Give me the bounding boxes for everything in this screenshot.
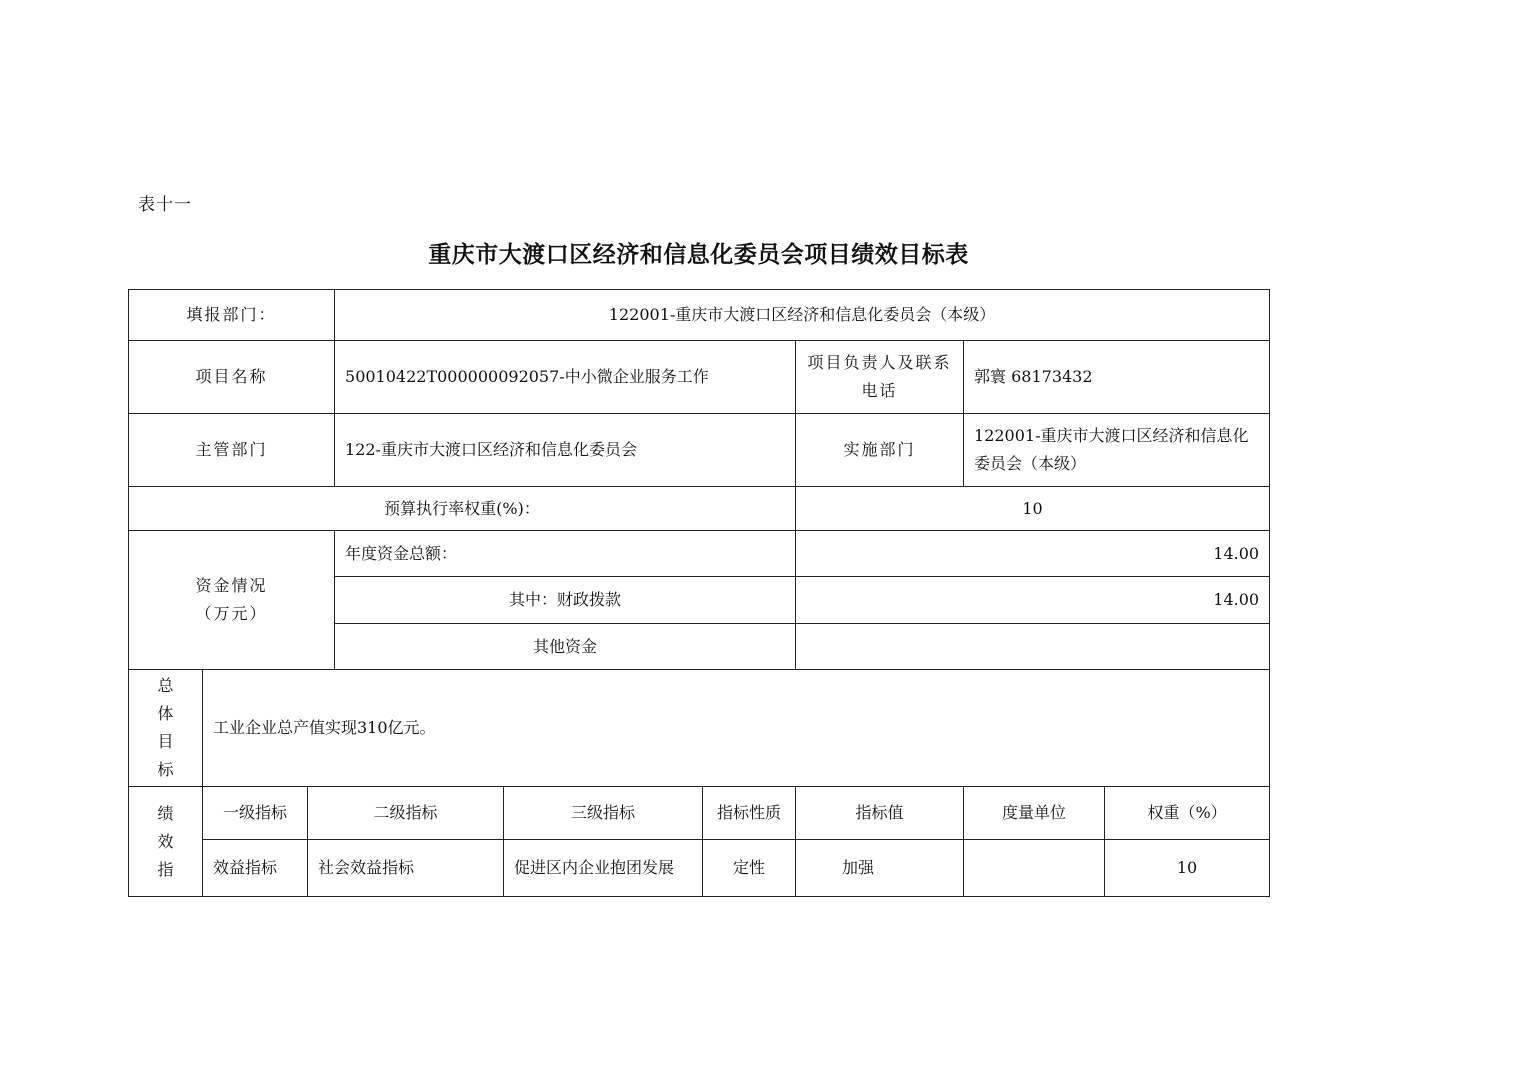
- budget-rate-value: 10: [796, 487, 1270, 531]
- header-level3: 三级指标: [504, 787, 703, 840]
- row-weight: 10: [1105, 840, 1270, 897]
- indicator-label-char: 指: [157, 859, 174, 879]
- overall-goal-label: [129, 670, 203, 787]
- impl-dept-value: 122001-重庆市大渡口区经济和信息化委员会（本级）: [964, 414, 1270, 487]
- row-level3: 促进区内企业抱团发展: [504, 840, 703, 897]
- overall-goal-char: 总: [157, 676, 174, 695]
- project-row: [129, 341, 1270, 414]
- funds-total-value: 14.00: [796, 531, 1270, 577]
- funds-label-line1: 资金情况: [195, 576, 268, 595]
- project-contact-value: 郭寰 68173432: [964, 341, 1270, 414]
- table-label: 表十一: [138, 195, 192, 215]
- page-title: 重庆市大渡口区经济和信息化委员会项目绩效目标表: [428, 242, 969, 268]
- row-nature: 定性: [703, 840, 796, 897]
- overall-goal-char: 标: [157, 760, 174, 779]
- funds-label-line2: （万元）: [195, 604, 268, 623]
- header-level2: 二级指标: [308, 787, 504, 840]
- indicator-label-char: 效: [157, 831, 174, 851]
- funds-other-value: [796, 624, 1270, 670]
- row-unit: [964, 840, 1105, 897]
- fill-dept-value: 122001-重庆市大渡口区经济和信息化委员会（本级）: [335, 290, 1270, 341]
- table-row: [129, 840, 1270, 897]
- overall-goal-char: 体: [157, 704, 174, 723]
- budget-rate-label: 预算执行率权重(%)：: [129, 487, 796, 531]
- header-unit: 度量单位: [964, 787, 1105, 840]
- fill-dept-label: 填报部门：: [129, 290, 335, 341]
- funds-fiscal-label: 其中：财政拨款: [335, 577, 796, 624]
- row-value: 加强: [796, 840, 964, 897]
- header-nature: 指标性质: [703, 787, 796, 840]
- impl-dept-label: 实施部门: [796, 414, 964, 487]
- overall-goal-text: 工业企业总产值实现310亿元。: [203, 670, 1270, 787]
- departments-row: [129, 414, 1270, 487]
- funds-other-label: 其他资金: [335, 624, 796, 670]
- indicator-label-char: 绩: [157, 803, 174, 823]
- overall-goal-char: 目: [157, 732, 174, 751]
- funds-fiscal-value: 14.00: [796, 577, 1270, 624]
- fill-dept-row: [129, 290, 1270, 341]
- funds-label: [129, 531, 335, 670]
- header-value: 指标值: [796, 787, 964, 840]
- funds-total-row: [129, 531, 1270, 577]
- performance-target-table: [128, 289, 1270, 897]
- budget-rate-row: [129, 487, 1270, 531]
- funds-total-label: 年度资金总额：: [335, 531, 796, 577]
- competent-dept-label: 主管部门: [129, 414, 335, 487]
- header-level1: 一级指标: [203, 787, 308, 840]
- indicator-header-row: [129, 787, 1270, 840]
- row-level1: 效益指标: [203, 840, 308, 897]
- project-name-value: 50010422T000000092057-中小微企业服务工作: [335, 341, 796, 414]
- header-weight: 权重（%）: [1105, 787, 1270, 840]
- project-name-label: 项目名称: [129, 341, 335, 414]
- project-contact-label: 项目负责人及联系电话: [796, 341, 964, 414]
- overall-goal-row: [129, 670, 1270, 787]
- indicator-label: [129, 787, 203, 897]
- row-level2: 社会效益指标: [308, 840, 504, 897]
- competent-dept-value: 122-重庆市大渡口区经济和信息化委员会: [335, 414, 796, 487]
